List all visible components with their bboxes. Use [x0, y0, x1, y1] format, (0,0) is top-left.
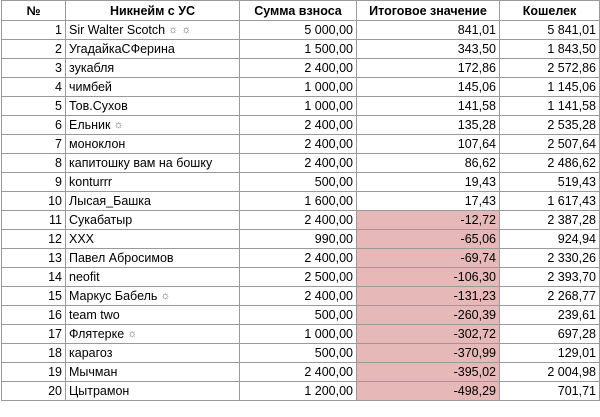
cell-wallet[interactable]: 129,01: [500, 344, 600, 363]
cell-wallet[interactable]: 1 141,58: [500, 97, 600, 116]
cell-num[interactable]: 6: [2, 116, 66, 135]
cell-num[interactable]: 7: [2, 135, 66, 154]
cell-nickname[interactable]: [66, 382, 240, 401]
cell-num[interactable]: 4: [2, 78, 66, 97]
cell-num[interactable]: 18: [2, 344, 66, 363]
table-row: [2, 268, 600, 287]
cell-nickname[interactable]: [66, 325, 240, 344]
results-table: [1, 0, 600, 401]
cell-wallet[interactable]: 1 617,43: [500, 192, 600, 211]
cell-num[interactable]: 14: [2, 268, 66, 287]
cell-final-value[interactable]: -302,72: [357, 325, 500, 344]
sun-icon: ☼: [168, 24, 179, 36]
header-nickname[interactable]: Никнейм с УС: [66, 1, 240, 21]
table-row: [2, 192, 600, 211]
table-row: [2, 344, 600, 363]
nickname-text: Павел Абросимов: [69, 251, 174, 265]
cell-final-value[interactable]: -370,99: [357, 344, 500, 363]
cell-wallet[interactable]: 5 841,01: [500, 21, 600, 40]
cell-wallet[interactable]: 1 145,06: [500, 78, 600, 97]
table-row: [2, 135, 600, 154]
table-row: [2, 21, 600, 40]
cell-nickname[interactable]: [66, 249, 240, 268]
cell-fee[interactable]: 500,00: [240, 306, 357, 325]
cell-final-value[interactable]: -65,06: [357, 230, 500, 249]
cell-fee[interactable]: 2 400,00: [240, 249, 357, 268]
cell-final-value[interactable]: 145,06: [357, 78, 500, 97]
nickname-text: Мычман: [69, 365, 118, 379]
cell-wallet[interactable]: 2 387,28: [500, 211, 600, 230]
cell-fee[interactable]: 500,00: [240, 344, 357, 363]
table-row: [2, 211, 600, 230]
cell-final-value[interactable]: -395,02: [357, 363, 500, 382]
table-row: [2, 249, 600, 268]
cell-wallet[interactable]: 1 843,50: [500, 40, 600, 59]
cell-num[interactable]: 13: [2, 249, 66, 268]
cell-fee[interactable]: 1 200,00: [240, 382, 357, 401]
cell-fee[interactable]: 1 600,00: [240, 192, 357, 211]
nickname-text: team two: [69, 308, 120, 322]
nickname-text: УгадайкаСФерина: [69, 42, 175, 56]
cell-num[interactable]: 8: [2, 154, 66, 173]
sun-icon: ☼: [160, 290, 171, 302]
cell-fee[interactable]: 2 400,00: [240, 154, 357, 173]
cell-num[interactable]: 9: [2, 173, 66, 192]
cell-num[interactable]: 10: [2, 192, 66, 211]
cell-nickname[interactable]: [66, 192, 240, 211]
cell-nickname[interactable]: [66, 154, 240, 173]
cell-final-value[interactable]: -260,39: [357, 306, 500, 325]
nickname-text: Ельник: [69, 118, 111, 132]
header-wallet[interactable]: Кошелек: [500, 1, 600, 21]
table-row: [2, 59, 600, 78]
cell-fee[interactable]: 1 000,00: [240, 78, 357, 97]
cell-fee[interactable]: 1 500,00: [240, 40, 357, 59]
cell-num[interactable]: 3: [2, 59, 66, 78]
cell-wallet[interactable]: 2 507,64: [500, 135, 600, 154]
nickname-text: Цытрамон: [69, 384, 130, 398]
table-row: [2, 154, 600, 173]
nickname-text: konturrr: [69, 175, 113, 189]
cell-num[interactable]: 17: [2, 325, 66, 344]
cell-wallet[interactable]: 519,43: [500, 173, 600, 192]
cell-nickname[interactable]: [66, 173, 240, 192]
cell-wallet[interactable]: 701,71: [500, 382, 600, 401]
cell-final-value[interactable]: 343,50: [357, 40, 500, 59]
nickname-text: neofit: [69, 270, 100, 284]
cell-final-value[interactable]: -69,74: [357, 249, 500, 268]
cell-fee[interactable]: 2 400,00: [240, 363, 357, 382]
table-row: [2, 40, 600, 59]
nickname-text: Sir Walter Scotch: [69, 23, 166, 37]
cell-wallet[interactable]: 2 268,77: [500, 287, 600, 306]
cell-nickname[interactable]: [66, 306, 240, 325]
cell-nickname[interactable]: [66, 21, 240, 40]
cell-final-value[interactable]: -12,72: [357, 211, 500, 230]
header-fee[interactable]: Сумма взноса: [240, 1, 357, 21]
cell-num[interactable]: 5: [2, 97, 66, 116]
table-row: [2, 382, 600, 401]
cell-nickname[interactable]: [66, 230, 240, 249]
nickname-text: моноклон: [69, 137, 126, 151]
cell-fee[interactable]: 2 400,00: [240, 116, 357, 135]
cell-nickname[interactable]: [66, 287, 240, 306]
cell-nickname[interactable]: [66, 116, 240, 135]
nickname-text: XXX: [69, 232, 95, 246]
cell-fee[interactable]: 2 400,00: [240, 287, 357, 306]
cell-wallet[interactable]: 2 393,70: [500, 268, 600, 287]
cell-final-value[interactable]: -131,23: [357, 287, 500, 306]
nickname-text: Тов.Сухов: [69, 99, 128, 113]
cell-final-value[interactable]: 86,62: [357, 154, 500, 173]
cell-nickname[interactable]: [66, 59, 240, 78]
cell-final-value[interactable]: 141,58: [357, 97, 500, 116]
cell-fee[interactable]: 2 400,00: [240, 135, 357, 154]
cell-wallet[interactable]: 2 572,86: [500, 59, 600, 78]
table-row: [2, 173, 600, 192]
table-row: [2, 230, 600, 249]
cell-wallet[interactable]: 239,61: [500, 306, 600, 325]
nickname-text: капитошку вам на бошку: [69, 156, 213, 170]
header-row: [2, 1, 600, 21]
cell-num[interactable]: 15: [2, 287, 66, 306]
table-row: [2, 78, 600, 97]
cell-final-value[interactable]: -498,29: [357, 382, 500, 401]
cell-nickname[interactable]: [66, 344, 240, 363]
header-final-value[interactable]: Итоговое значение: [357, 1, 500, 21]
cell-nickname[interactable]: [66, 211, 240, 230]
cell-num[interactable]: 12: [2, 230, 66, 249]
cell-wallet[interactable]: 924,94: [500, 230, 600, 249]
cell-nickname[interactable]: [66, 40, 240, 59]
table-row: [2, 325, 600, 344]
cell-final-value[interactable]: 172,86: [357, 59, 500, 78]
cell-num[interactable]: 19: [2, 363, 66, 382]
cell-nickname[interactable]: [66, 78, 240, 97]
cell-fee[interactable]: 1 000,00: [240, 97, 357, 116]
table-row: [2, 306, 600, 325]
nickname-text: карагоз: [69, 346, 113, 360]
table-row: [2, 287, 600, 306]
cell-fee[interactable]: 2 400,00: [240, 211, 357, 230]
cell-fee[interactable]: 1 000,00: [240, 325, 357, 344]
cell-num[interactable]: 20: [2, 382, 66, 401]
cell-wallet[interactable]: 2 330,26: [500, 249, 600, 268]
cell-nickname[interactable]: [66, 135, 240, 154]
table-row: [2, 363, 600, 382]
sun-icon: ☼: [113, 119, 124, 131]
cell-final-value[interactable]: 841,01: [357, 21, 500, 40]
sun-icon: ☼: [181, 24, 192, 36]
cell-nickname[interactable]: [66, 363, 240, 382]
cell-num[interactable]: 1: [2, 21, 66, 40]
cell-num[interactable]: 16: [2, 306, 66, 325]
cell-wallet[interactable]: 697,28: [500, 325, 600, 344]
nickname-text: Маркус Бабель: [69, 289, 158, 303]
nickname-text: Сукабатыр: [69, 213, 133, 227]
cell-fee[interactable]: 990,00: [240, 230, 357, 249]
cell-final-value[interactable]: 17,43: [357, 192, 500, 211]
cell-nickname[interactable]: [66, 268, 240, 287]
nickname-text: чимбей: [69, 80, 112, 94]
cell-num[interactable]: 11: [2, 211, 66, 230]
sun-icon: ☼: [127, 328, 138, 340]
cell-wallet[interactable]: 2 535,28: [500, 116, 600, 135]
cell-fee[interactable]: 2 400,00: [240, 59, 357, 78]
cell-final-value[interactable]: 135,28: [357, 116, 500, 135]
nickname-text: Флятерке: [69, 327, 125, 341]
table-row: [2, 97, 600, 116]
cell-final-value[interactable]: 107,64: [357, 135, 500, 154]
cell-wallet[interactable]: 2 486,62: [500, 154, 600, 173]
cell-final-value[interactable]: 19,43: [357, 173, 500, 192]
nickname-text: Лысая_Башка: [69, 194, 151, 208]
header-num[interactable]: №: [2, 1, 66, 21]
nickname-text: зукабля: [69, 61, 115, 75]
cell-final-value[interactable]: -106,30: [357, 268, 500, 287]
cell-nickname[interactable]: [66, 97, 240, 116]
cell-fee[interactable]: 5 000,00: [240, 21, 357, 40]
cell-num[interactable]: 2: [2, 40, 66, 59]
cell-fee[interactable]: 500,00: [240, 173, 357, 192]
table-row: [2, 116, 600, 135]
cell-wallet[interactable]: 2 004,98: [500, 363, 600, 382]
cell-fee[interactable]: 2 500,00: [240, 268, 357, 287]
